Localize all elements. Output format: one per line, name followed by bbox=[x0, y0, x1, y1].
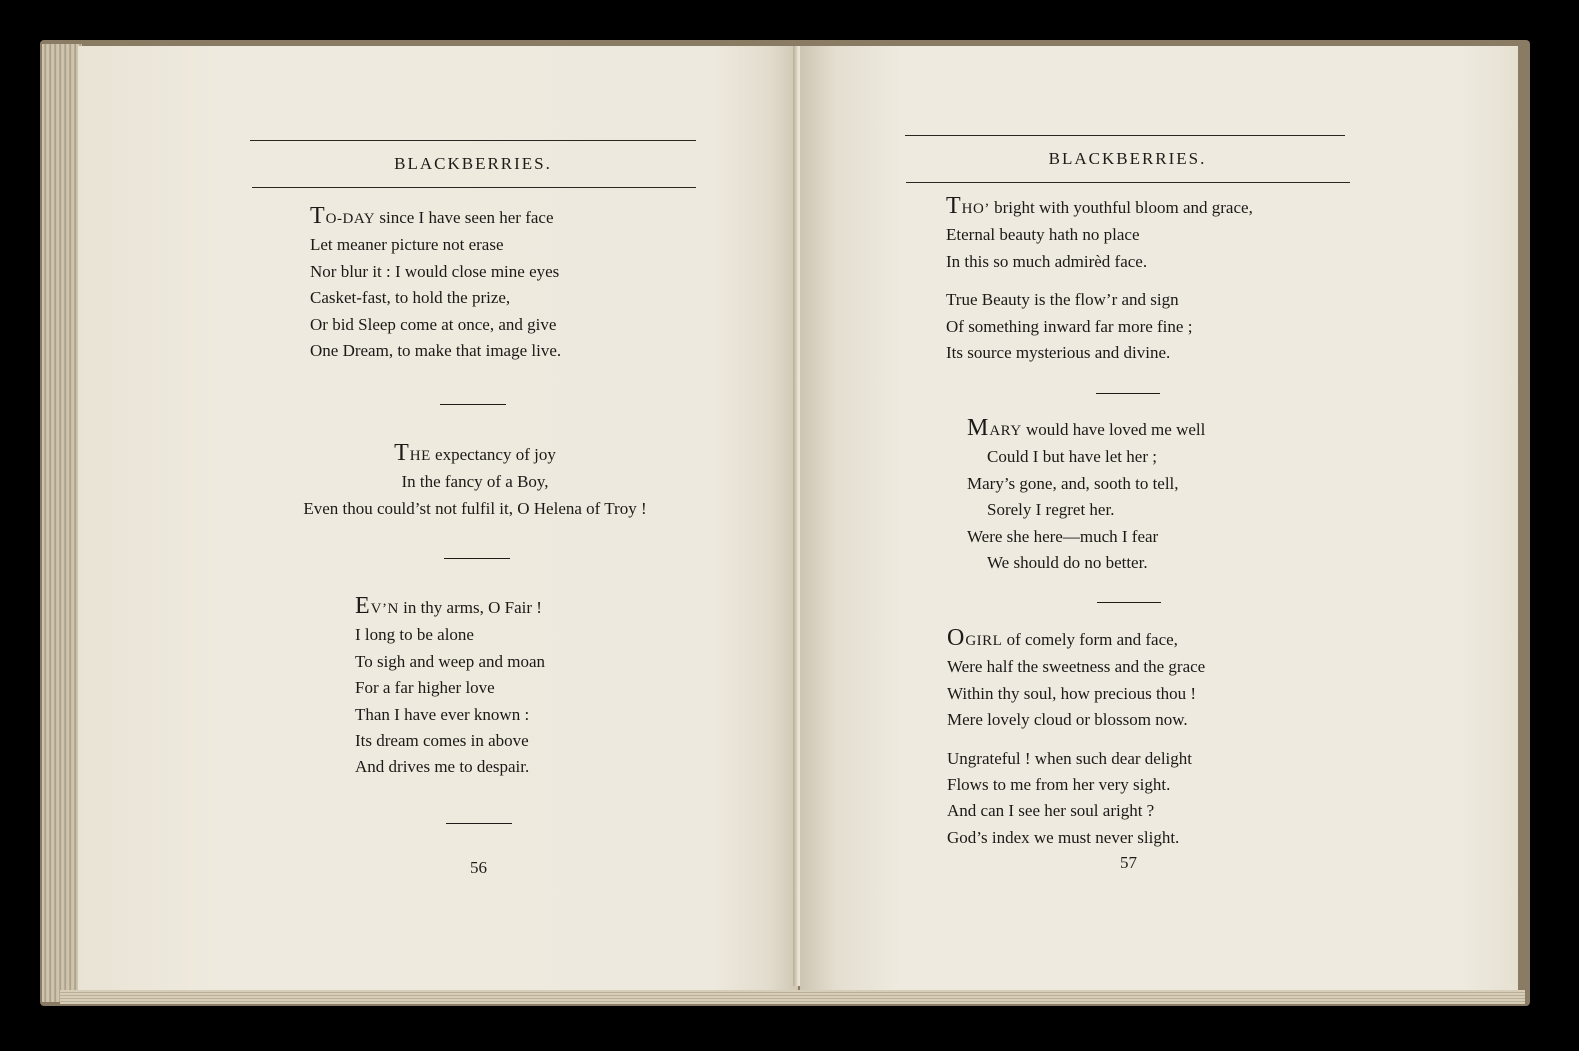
poem-line: Within thy soul, how precious thou ! bbox=[947, 683, 1197, 703]
poem-separator bbox=[1097, 602, 1161, 603]
drop-cap: T bbox=[946, 193, 962, 219]
poem-line: Mary’s gone, and, sooth to tell, bbox=[967, 473, 1179, 493]
poem-separator bbox=[440, 404, 506, 405]
poem-line: Let meaner picture not erase bbox=[310, 235, 504, 255]
small-caps: O-DAY bbox=[325, 211, 376, 227]
small-caps: GIRL bbox=[965, 633, 1003, 649]
drop-cap: T bbox=[394, 440, 410, 466]
poem-line: One Dream, to make that image live. bbox=[310, 341, 562, 361]
poem-line: Even thou could’st not fulfil it, O Helena of Troy ! bbox=[303, 498, 647, 518]
running-header-left: BLACKBERRIES. bbox=[394, 154, 552, 173]
small-caps: V’N bbox=[370, 601, 399, 617]
poem-line: In this so much admirèd face. bbox=[946, 251, 1148, 271]
poem-line: True Beauty is the flow’r and sign bbox=[946, 290, 1179, 310]
poem-line: Flows to me from her very sight. bbox=[947, 775, 1171, 795]
poem-line: Eternal beauty hath no place bbox=[946, 225, 1140, 245]
poem-line: Nor blur it : I would close mine eyes bbox=[310, 261, 560, 281]
small-caps: HO’ bbox=[961, 201, 990, 217]
poem-line: In the fancy of a Boy, bbox=[401, 472, 549, 492]
poem-line: To sigh and weep and moan bbox=[355, 651, 546, 671]
page-bottom-edges bbox=[60, 990, 1525, 1004]
poem-mary bbox=[967, 415, 1205, 576]
page-edges bbox=[42, 44, 82, 1002]
poem-line: Sorely I regret her. bbox=[987, 500, 1115, 520]
poem-line: Mere lovely cloud or blossom now. bbox=[947, 710, 1188, 730]
poem-line: Ungrateful ! when such dear delight bbox=[947, 748, 1192, 768]
first-line-rest: of comely form and face, bbox=[1002, 630, 1178, 649]
drop-cap: E bbox=[355, 593, 371, 619]
drop-cap: M bbox=[967, 415, 990, 441]
poem-line: And can I see her soul aright ? bbox=[947, 801, 1155, 821]
poem-first-line bbox=[967, 415, 1205, 444]
poem-line: Or bid Sleep come at once, and give bbox=[310, 314, 557, 334]
header-rule-top bbox=[905, 135, 1345, 136]
header-rule-bottom bbox=[906, 182, 1350, 183]
small-caps: ARY bbox=[989, 423, 1022, 439]
poem-evn bbox=[355, 593, 545, 781]
header-rule-bottom bbox=[252, 187, 696, 188]
poem-line: Than I have ever known : bbox=[355, 704, 530, 724]
poem-line: I long to be alone bbox=[355, 625, 474, 645]
poem-o-girl bbox=[947, 625, 1205, 851]
poem-separator bbox=[444, 558, 510, 559]
poem-line: God’s index we must never slight. bbox=[947, 827, 1180, 847]
page-number-right: 57 bbox=[1120, 853, 1137, 872]
poem-first-line bbox=[946, 193, 1253, 222]
page-number-left: 56 bbox=[470, 858, 487, 877]
drop-cap: O bbox=[947, 625, 966, 651]
poem-line: And drives me to despair. bbox=[355, 757, 530, 777]
poem-expectancy bbox=[250, 440, 700, 522]
poem-line: Could I but have let her ; bbox=[987, 447, 1157, 467]
poem-line: For a far higher love bbox=[355, 678, 495, 698]
poem-line: Its dream comes in above bbox=[355, 731, 529, 751]
poem-first-line bbox=[250, 440, 700, 469]
poem-line: Of something inward far more fine ; bbox=[946, 316, 1193, 336]
running-header-right: BLACKBERRIES. bbox=[1048, 149, 1207, 168]
poem-separator bbox=[1096, 393, 1160, 394]
first-line-rest: bright with youthful bloom and grace, bbox=[989, 198, 1253, 217]
drop-cap: T bbox=[310, 203, 326, 229]
poem-first-line bbox=[947, 625, 1205, 654]
first-line-rest: would have loved me well bbox=[1021, 420, 1206, 439]
poem-line: Its source mysterious and divine. bbox=[946, 343, 1171, 363]
poem-first-line bbox=[355, 593, 545, 622]
first-line-rest: in thy arms, O Fair ! bbox=[398, 598, 542, 617]
poem-tho-bright bbox=[946, 193, 1253, 366]
poem-first-line bbox=[310, 203, 561, 232]
header-rule-top bbox=[250, 140, 696, 141]
poem-line: Were she here—much I fear bbox=[967, 526, 1159, 546]
poem-line: Were half the sweetness and the grace bbox=[947, 657, 1206, 677]
poem-separator bbox=[446, 823, 512, 824]
small-caps: HE bbox=[409, 448, 431, 464]
poem-today bbox=[310, 203, 561, 364]
first-line-rest: since I have seen her face bbox=[375, 208, 554, 227]
first-line-rest: expectancy of joy bbox=[430, 445, 556, 464]
poem-line: We should do no better. bbox=[987, 553, 1148, 573]
poem-line: Casket-fast, to hold the prize, bbox=[310, 288, 511, 308]
